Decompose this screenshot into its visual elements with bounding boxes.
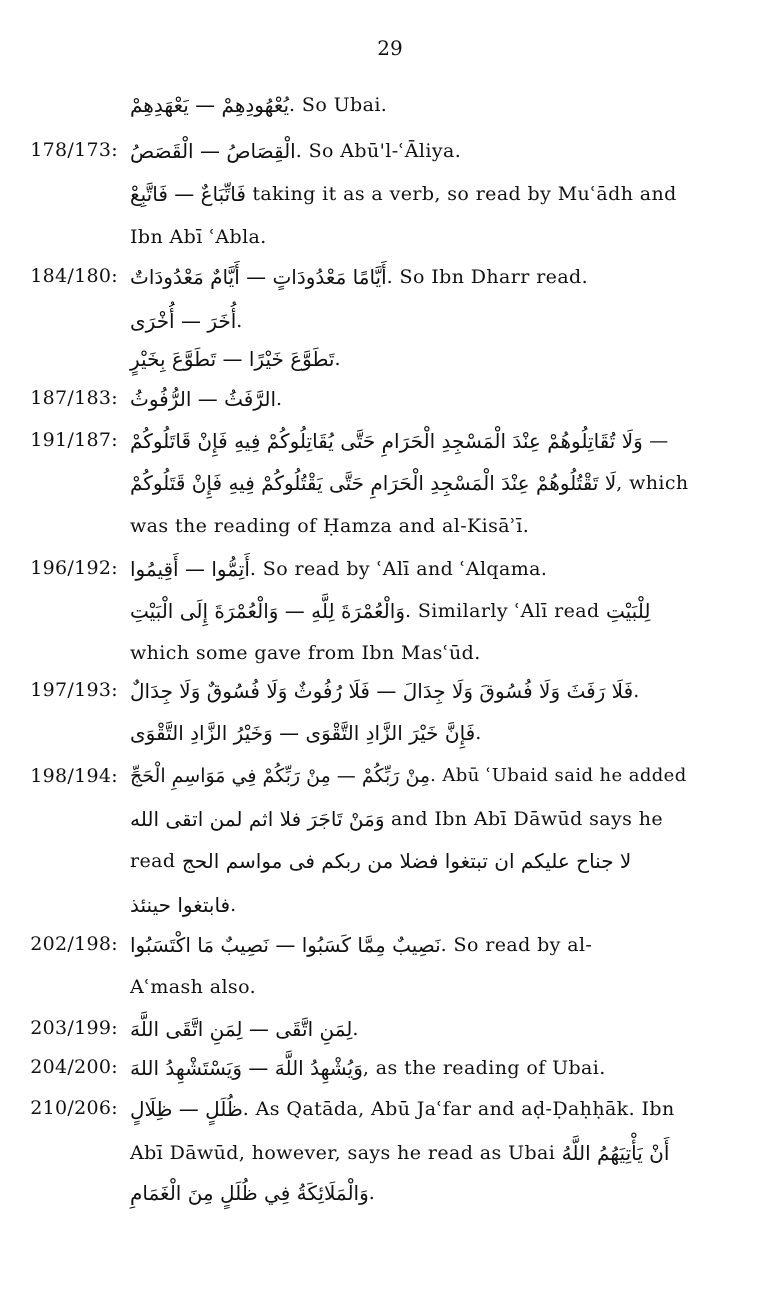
arabic-reading: لِلْبَيْتِ: [606, 599, 651, 623]
line-content: [130, 1008, 700, 1048]
text-line: [0, 924, 780, 964]
text-line: [0, 420, 780, 460]
english-text: and Ibn Abī Dāwūd says he: [384, 808, 664, 830]
arabic-reading: الرَّفَثُ — الرُّفُوثُ: [130, 387, 277, 411]
english-text: .: [633, 680, 640, 702]
text-line: [0, 300, 780, 340]
english-text: , which: [616, 472, 689, 494]
line-content: [130, 173, 700, 213]
line-content: [130, 378, 700, 418]
verse-reference: 210/206:: [30, 1097, 118, 1119]
arabic-reading: الْقِصَاصُ — الْقَصَصُ: [130, 139, 296, 163]
arabic-reading: لَا تَقْتُلُوهُمْ عِنْدَ الْمَسْجِدِ الْحَرَامِ حَتَّى يَقْتُلُوكُمْ فِيهِ فَإِنْ قَتَلُوكُمْ: [130, 471, 617, 495]
verse-reference: 198/194:: [30, 765, 118, 787]
text-line: [0, 338, 780, 378]
arabic-reading: فَلَا رَفَثَ وَلَا فُسُوقَ وَلَا جِدَالَ — فَلَا رُفُوثٌ وَلَا فُسُوقٌ وَلَا جِدَالٌ: [130, 679, 634, 703]
verse-reference: 196/192:: [30, 557, 118, 579]
line-content: [130, 338, 700, 378]
arabic-reading: أَنْ يَأْتِيَهُمُ اللَّهُ: [561, 1141, 670, 1165]
english-text: .: [276, 388, 283, 410]
text-line: [0, 462, 780, 502]
line-content: [130, 130, 700, 170]
page-number: 29: [377, 36, 403, 60]
text-line: [0, 173, 780, 213]
line-content: [130, 1132, 700, 1172]
text-line: [0, 884, 780, 924]
text-line: [0, 505, 780, 545]
arabic-reading: وَمَنْ تَاجَرَ فلا اثم لمن اتقى الله: [130, 807, 385, 831]
verse-reference: 178/173:: [30, 139, 118, 161]
text-line: [0, 256, 780, 296]
english-text: which some gave from Ibn Masʿūd.: [130, 642, 481, 664]
arabic-reading: وَالْعُمْرَةَ لِلَّهِ — وَالْعُمْرَةَ إِلَى الْبَيْتِ: [130, 599, 405, 623]
line-content: [130, 505, 700, 545]
english-text: taking it as a verb, so read by Muʿādh and: [245, 183, 677, 205]
line-content: [130, 884, 700, 924]
line-content: [130, 216, 700, 256]
arabic-reading: وَالْمَلَائِكَةُ فِي ظُلَلٍ مِنَ الْغَمَامِ: [130, 1181, 369, 1205]
text-line: [0, 590, 780, 630]
line-content: [130, 84, 700, 124]
english-text: . As Qatāda, Abū Jaʿfar and aḍ-Ḍaḥḥāk. Ibn: [242, 1098, 675, 1120]
arabic-reading: تَطَوَّعَ خَيْرًا — تَطَوَّعَ بِخَيْرٍ: [130, 347, 335, 371]
line-content: [130, 548, 700, 588]
text-line: [0, 378, 780, 418]
arabic-reading: أُخَرَ — أُخْرَى: [130, 309, 237, 333]
arabic-reading: وَيُشْهِدُ اللَّهَ — وَيَسْتَشْهِدُ اللهَ: [130, 1056, 363, 1080]
arabic-reading: مِنْ رَبِّكُمْ — مِنْ رَبِّكُمْ فِي مَوَاسِمِ الْحَجِّ: [130, 765, 431, 787]
line-content: [130, 670, 700, 710]
verse-reference: 187/183:: [30, 387, 118, 409]
text-line: [0, 1132, 780, 1172]
text-line: [0, 712, 780, 752]
english-text: . Similarly ʿAlī read: [404, 600, 606, 622]
text-line: [0, 632, 780, 672]
english-text: , as the reading of Ubai.: [362, 1057, 606, 1079]
line-content: [130, 590, 700, 630]
english-text: .: [352, 1018, 359, 1040]
arabic-reading: وَلَا تُقَاتِلُوهُمْ عِنْدَ الْمَسْجِدِ الْحَرَامِ حَتَّى يُقَاتِلُوكُمْ فِيهِ فَإِنْ قَاتَلُوكُمْ: [130, 429, 643, 453]
english-text: . So Abū'l-ʿĀliya.: [295, 140, 462, 162]
english-text: .: [334, 348, 341, 370]
arabic-reading: ظُلَلٍ — ظِلَالٍ: [130, 1097, 243, 1121]
line-content: [130, 1047, 700, 1087]
arabic-reading: لِمَنِ اتَّقَى — لِمَنِ اتَّقَى اللَّهَ: [130, 1017, 353, 1041]
text-line: [0, 670, 780, 710]
line-content: [130, 924, 700, 964]
arabic-reading: فابتغوا حينئذ: [130, 893, 231, 917]
line-content: [130, 966, 700, 1006]
english-text: . Abū ʿUbaid said he added: [430, 765, 687, 786]
text-line: [0, 1008, 780, 1048]
english-text: —: [642, 430, 669, 452]
text-line: [0, 130, 780, 170]
english-text: was the reading of Ḥamza and al-Kisāʾī.: [130, 515, 530, 537]
english-text: read: [130, 850, 182, 872]
line-content: [130, 756, 700, 796]
text-line: [0, 548, 780, 588]
arabic-reading: أَتِمُّوا — أَقِيمُوا: [130, 557, 250, 581]
verse-reference: 197/193:: [30, 679, 118, 701]
english-text: Abī Dāwūd, however, says he read as Ubai: [130, 1142, 562, 1164]
arabic-reading: فَإِنَّ خَيْرَ الزَّادِ التَّقْوَى — وَخَيْرُ الزَّادِ التَّقْوَى: [130, 721, 476, 745]
line-content: [130, 632, 700, 672]
english-text: . So read by al-: [440, 934, 593, 956]
verse-reference: 203/199:: [30, 1017, 118, 1039]
verse-reference: 184/180:: [30, 265, 118, 287]
line-content: [130, 1088, 700, 1128]
line-content: [130, 300, 700, 340]
text-line: [0, 1088, 780, 1128]
english-text: .: [475, 722, 482, 744]
english-text: Aʿmash also.: [130, 976, 257, 998]
english-text: . So Ibn Dharr read.: [386, 266, 589, 288]
line-content: [130, 1172, 700, 1212]
english-text: . So Ubai.: [289, 94, 388, 116]
line-content: [130, 256, 700, 296]
text-line: [0, 756, 780, 796]
text-line: [0, 84, 780, 124]
verse-reference: 204/200:: [30, 1056, 118, 1078]
line-content: [130, 798, 700, 838]
text-line: [0, 1047, 780, 1087]
line-content: [130, 712, 700, 752]
arabic-reading: يُعْهُودِهِمْ — يَعْهَدِهِمْ: [130, 93, 290, 117]
arabic-reading: لا جناح عليكم ان تبتغوا فضلا من ربكم فى مواسم الحج: [181, 849, 632, 873]
text-line: [0, 966, 780, 1006]
verse-reference: 202/198:: [30, 933, 118, 955]
arabic-reading: فَاتِّبَاعٌ — فَاتَّبِعْ: [130, 182, 246, 206]
english-text: . So read by ʿAlī and ʿAlqama.: [249, 558, 548, 580]
text-line: [0, 1172, 780, 1212]
english-text: .: [236, 310, 243, 332]
arabic-reading: أَيَّامًا مَعْدُودَاتٍ — أَيَّامٌ مَعْدُودَاتٌ: [130, 265, 387, 289]
english-text: Ibn Abī ʿAbla.: [130, 226, 267, 248]
text-line: [0, 840, 780, 880]
text-line: [0, 798, 780, 838]
verse-reference: 191/187:: [30, 429, 118, 451]
text-line: [0, 216, 780, 256]
line-content: [130, 840, 700, 880]
line-content: [130, 420, 700, 460]
english-text: .: [230, 894, 237, 916]
arabic-reading: نَصِيبٌ مِمَّا كَسَبُوا — نَصِيبٌ مَا اكْتَسَبُوا: [130, 933, 441, 957]
english-text: .: [368, 1182, 376, 1204]
line-content: [130, 462, 700, 502]
